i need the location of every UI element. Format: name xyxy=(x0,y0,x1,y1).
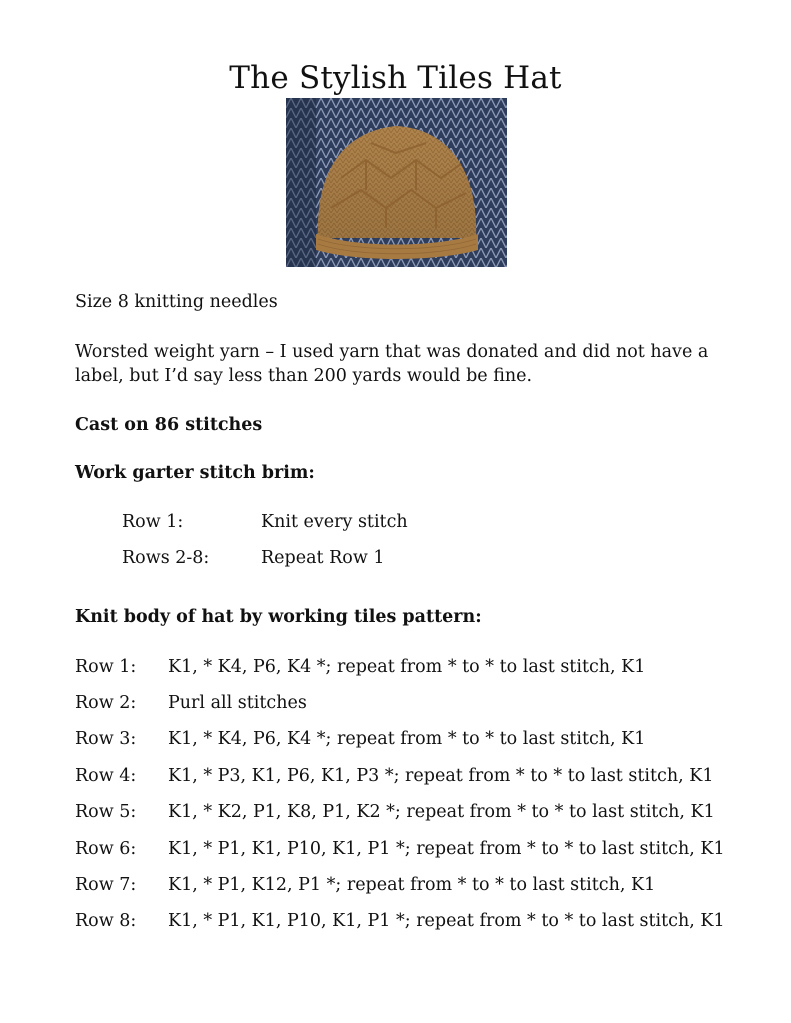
body-row-text: K1, * K4, P6, K4 *; repeat from * to * to last stitch, K1 xyxy=(168,729,646,749)
body-heading: Knit body of hat by working tiles pattern: xyxy=(75,607,482,627)
body-row-text: K1, * P3, K1, P6, K1, P3 *; repeat from * to * to last stitch, K1 xyxy=(168,766,714,786)
body-row-label: Row 8: xyxy=(75,911,137,931)
body-row-label: Row 2: xyxy=(75,693,137,713)
brim-heading: Work garter stitch brim: xyxy=(75,463,315,483)
body-row-label: Row 1: xyxy=(75,657,137,677)
body-row-text: K1, * P1, K12, P1 *; repeat from * to * to last stitch, K1 xyxy=(168,875,656,895)
body-row-label: Row 5: xyxy=(75,802,137,822)
body-row-text: K1, * P1, K1, P10, K1, P1 *; repeat from * to * to last stitch, K1 xyxy=(168,839,725,859)
page-title: The Stylish Tiles Hat xyxy=(229,60,562,96)
body-row-text: Purl all stitches xyxy=(168,693,307,713)
body-row-text: K1, * P1, K1, P10, K1, P1 *; repeat from * to * to last stitch, K1 xyxy=(168,911,725,931)
needles-text: Size 8 knitting needles xyxy=(75,292,278,312)
body-row-label: Row 7: xyxy=(75,875,137,895)
cast-on-heading: Cast on 86 stitches xyxy=(75,415,263,435)
body-row-text: K1, * K4, P6, K4 *; repeat from * to * to last stitch, K1 xyxy=(168,657,646,677)
body-row-label: Row 6: xyxy=(75,839,137,859)
brim-row-text: Knit every stitch xyxy=(261,512,408,532)
brim-row-text: Repeat Row 1 xyxy=(261,548,385,568)
brim-row-label: Row 1: xyxy=(122,512,184,532)
knit-hat-photo xyxy=(286,98,507,267)
yarn-text-line-2: label, but I’d say less than 200 yards would be fine. xyxy=(75,366,533,386)
yarn-text-line-1: Worsted weight yarn – I used yarn that was donated and did not have a xyxy=(75,342,709,362)
brim-row-label: Rows 2-8: xyxy=(122,548,210,568)
body-row-text: K1, * K2, P1, K8, P1, K2 *; repeat from * to * to last stitch, K1 xyxy=(168,802,715,822)
body-row-label: Row 4: xyxy=(75,766,137,786)
body-row-label: Row 3: xyxy=(75,729,137,749)
